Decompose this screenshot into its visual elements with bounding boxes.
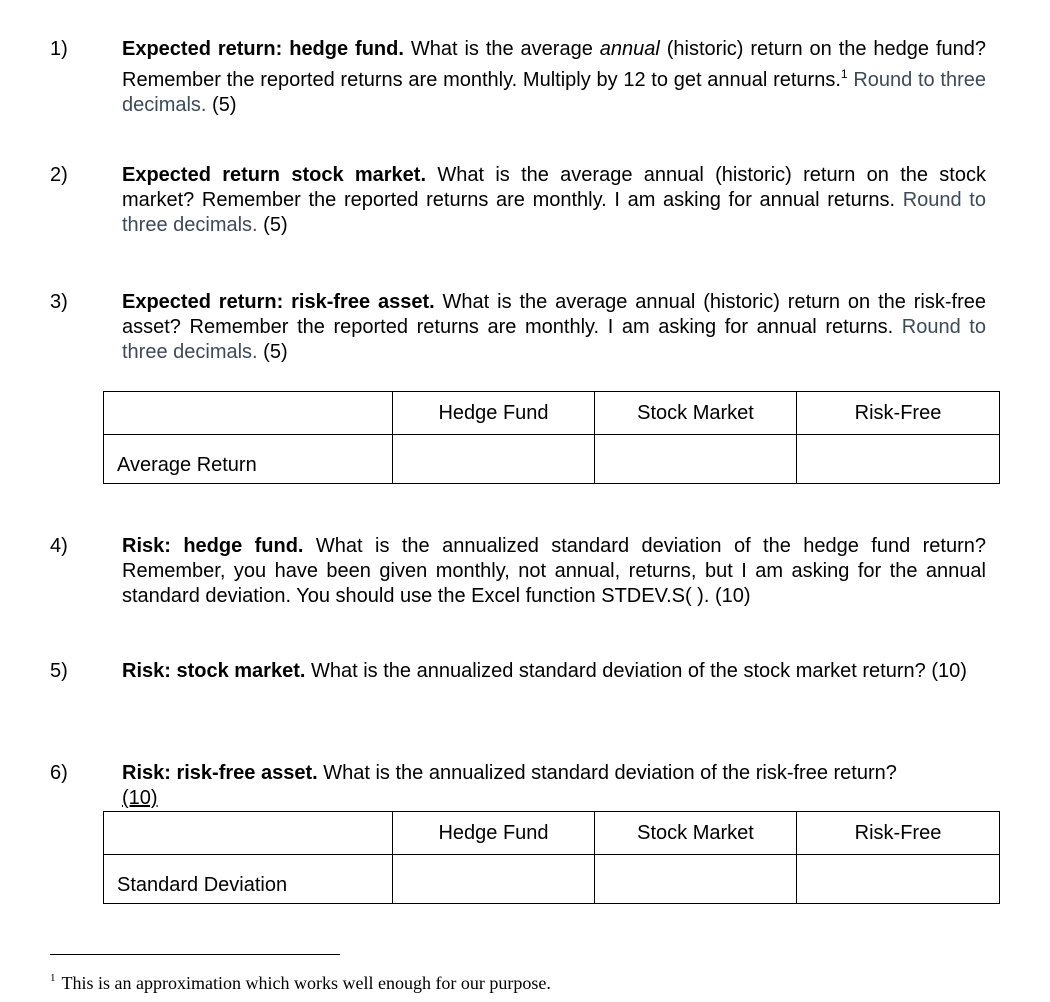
question-number: 2) <box>50 164 68 186</box>
question-heading: Expected return: risk-free asset. <box>122 291 435 313</box>
emphasis: annual <box>599 38 660 60</box>
answer-cell-risk-free-stdev[interactable] <box>797 855 1000 904</box>
question-heading: Expected return: hedge fund. <box>122 38 404 60</box>
question-heading: Risk: hedge fund. <box>122 535 304 557</box>
row-label-standard-deviation: Standard Deviation <box>104 855 393 904</box>
question-number: 5) <box>50 660 68 682</box>
question-number: 3) <box>50 291 68 313</box>
question-text: Expected return stock market. What is the average annual (historic) return on the stock market? Remember the reported returns are monthly. I am asking for annual returns. Round to three decimals. (5) <box>122 164 986 237</box>
footnote <box>50 967 551 994</box>
footnote-mark: 1 <box>50 972 56 984</box>
column-header-stock-market: Stock Market <box>595 812 797 855</box>
column-header-risk-free: Risk-Free <box>797 392 1000 435</box>
row-label-average-return: Average Return <box>104 435 393 484</box>
footnote-separator <box>50 954 340 955</box>
footnote-reference[interactable]: 1 <box>840 67 848 82</box>
question-number: 6) <box>50 762 68 784</box>
answer-cell-risk-free-return[interactable] <box>797 435 1000 484</box>
answer-cell-hedge-fund-stdev[interactable] <box>393 855 595 904</box>
answer-cell-stock-market-return[interactable] <box>595 435 797 484</box>
footnote-text: This is an approximation which works well enough for our purpose. <box>61 973 551 993</box>
answer-cell-hedge-fund-return[interactable] <box>393 435 595 484</box>
question-text: Expected return: hedge fund. What is the average annual (historic) return on the hedge fund? Remember the reported returns are monthly. Multiply by 12 to get annual returns.$^1$ Round to three decimals. (5) <box>122 38 987 117</box>
points: (5) <box>257 214 288 237</box>
column-header-hedge-fund: Hedge Fund <box>393 812 595 855</box>
column-header-risk-free: Risk-Free <box>797 812 1000 855</box>
answer-cell-stock-market-stdev[interactable] <box>595 855 797 904</box>
question-text: Risk: hedge fund. What is the annualized standard deviation of the hedge fund return? Remember, you have been given monthly, not annual, returns, but I am asking for the annual standard deviation. You should use the Excel function STDEV.S( ). (10) <box>122 535 986 608</box>
table-header-row <box>104 392 1000 435</box>
rounding-note: Round to three decimals. <box>122 316 986 364</box>
column-header-stock-market: Stock Market <box>595 392 797 435</box>
average-return-table <box>103 391 1000 484</box>
rounding-note: Round to three decimals. <box>122 189 986 237</box>
standard-deviation-table <box>103 811 1000 904</box>
question-heading: Risk: risk-free asset. <box>122 762 318 784</box>
points: (5) <box>257 341 288 364</box>
column-header-hedge-fund: Hedge Fund <box>393 392 595 435</box>
question-heading: Risk: stock market. <box>122 660 306 682</box>
question-number: 4) <box>50 535 68 557</box>
points: (10) <box>122 787 158 810</box>
question-text: Expected return: risk-free asset. What is the average annual (historic) return on the risk-free asset? Remember the reported returns are monthly. I am asking for annual returns. Round to three decimals. (5) <box>122 291 986 364</box>
question-text: Risk: risk-free asset. What is the annualized standard deviation of the risk-free return? (10) <box>122 762 897 810</box>
table-corner-cell <box>104 392 393 435</box>
table-corner-cell <box>104 812 393 855</box>
question-number: 1) <box>50 38 68 60</box>
points: (5) <box>206 94 237 117</box>
rounding-note: Round to three decimals. <box>122 69 987 117</box>
table-header-row <box>104 812 1000 855</box>
question-heading: Expected return stock market. <box>122 164 427 186</box>
question-text: Risk: stock market. What is the annualized standard deviation of the stock market return? (10) <box>122 660 967 682</box>
table-row <box>104 855 1000 904</box>
table-row <box>104 435 1000 484</box>
